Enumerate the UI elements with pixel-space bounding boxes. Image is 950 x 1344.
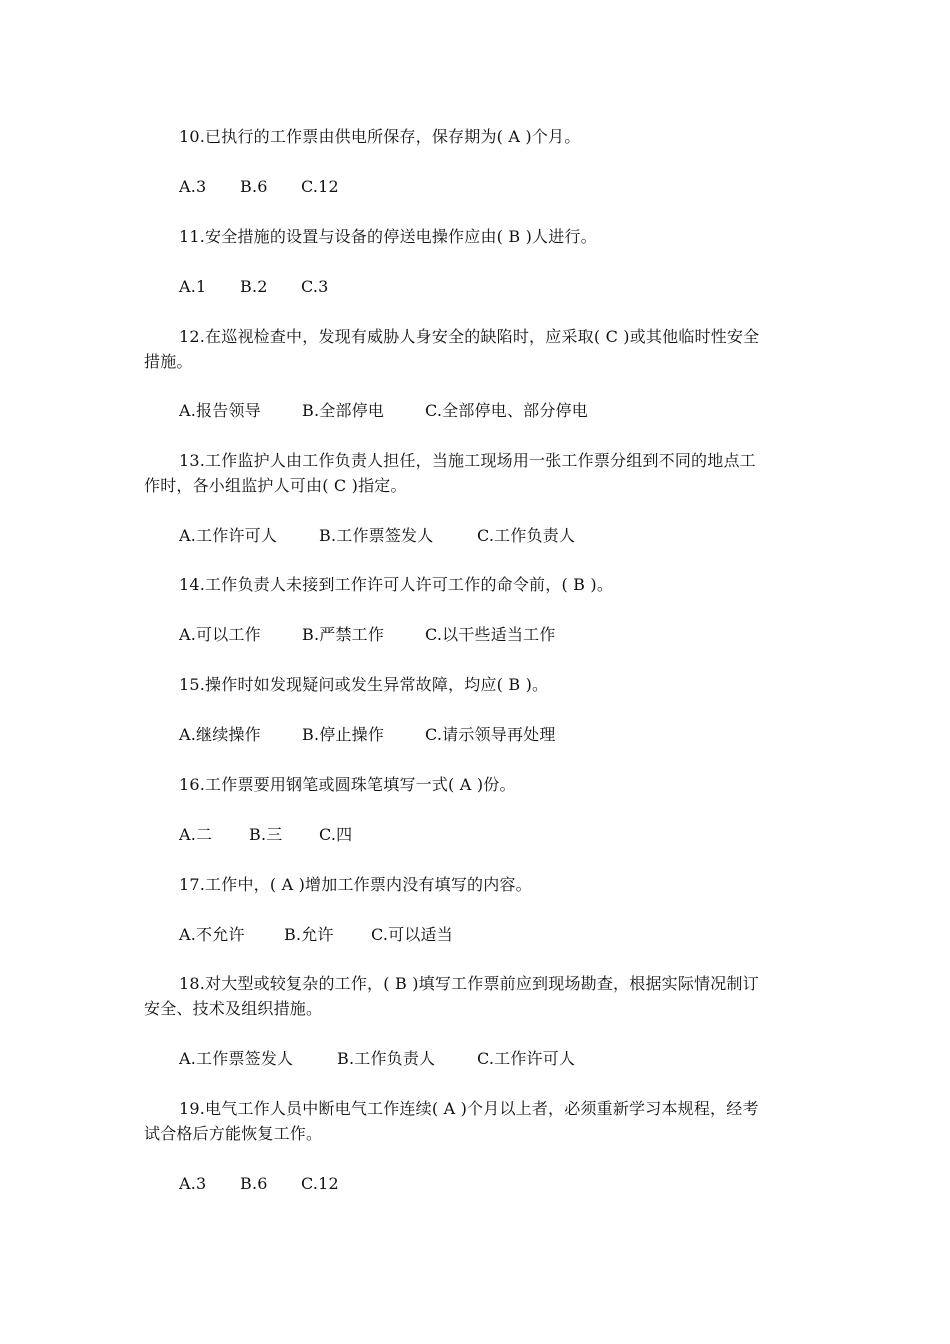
option-c: C.全部停电、部分停电: [425, 401, 588, 420]
question-18-options: [179, 1046, 575, 1071]
option-b: B.6: [240, 1174, 268, 1193]
option-b: B.6: [240, 177, 268, 196]
option-b: B.全部停电: [302, 401, 385, 420]
option-c: C.四: [319, 825, 353, 844]
option-a: A.不允许: [179, 925, 245, 944]
option-a: A.继续操作: [179, 725, 261, 744]
question-13-options: [179, 523, 575, 548]
option-b: B.停止操作: [302, 725, 385, 744]
question-13-text: 13.工作监护人由工作负责人担任，当施工现场用一张工作票分组到不同的地点工: [179, 451, 756, 470]
option-a: A.工作票签发人: [179, 1049, 294, 1068]
option-a: A.1: [179, 277, 207, 296]
question-12-text-continued: 措施。: [144, 352, 193, 371]
option-c: C.工作负责人: [477, 526, 576, 545]
option-b: B.工作票签发人: [319, 526, 434, 545]
option-b: B.工作负责人: [337, 1049, 436, 1068]
question-11-text: 11.安全措施的设置与设备的停送电操作应由( B )人进行。: [179, 227, 597, 246]
option-a: A.二: [179, 825, 213, 844]
option-c: C.可以适当: [371, 925, 453, 944]
option-c: C.12: [301, 177, 339, 196]
option-a: A.3: [179, 1174, 207, 1193]
option-a: A.工作许可人: [179, 526, 278, 545]
question-19-text-continued: 试合格后方能恢复工作。: [144, 1124, 323, 1143]
option-a: A.3: [179, 177, 207, 196]
option-c: C.工作许可人: [477, 1049, 576, 1068]
option-c: C.12: [301, 1174, 339, 1193]
option-a: A.可以工作: [179, 625, 261, 644]
question-10-text: 10.已执行的工作票由供电所保存，保存期为( A )个月。: [179, 127, 581, 146]
option-b: B.允许: [284, 925, 334, 944]
question-15-text: 15.操作时如发现疑问或发生异常故障，均应( B )。: [179, 675, 549, 694]
option-b: B.2: [240, 277, 268, 296]
option-b: B.严禁工作: [302, 625, 385, 644]
question-19-options: [179, 1171, 339, 1196]
option-b: B.三: [249, 825, 283, 844]
question-18-text: 18.对大型或较复杂的工作，( B )填写工作票前应到现场勘查，根据实际情况制订: [179, 974, 759, 993]
question-17-options: [179, 922, 453, 947]
question-19-text: 19.电气工作人员中断电气工作连续( A )个月以上者，必须重新学习本规程，经考: [179, 1099, 759, 1118]
question-13-text-continued: 作时，各小组监护人可由( C )指定。: [144, 476, 407, 495]
question-14-text: 14.工作负责人未接到工作许可人许可工作的命令前，( B )。: [179, 575, 614, 594]
option-c: C.请示领导再处理: [425, 725, 556, 744]
question-14-options: [179, 622, 556, 647]
option-c: C.以干些适当工作: [425, 625, 556, 644]
option-c: C.3: [301, 277, 329, 296]
question-17-text: 17.工作中，( A )增加工作票内没有填写的内容。: [179, 875, 532, 894]
question-15-options: [179, 722, 556, 747]
option-a: A.报告领导: [179, 401, 261, 420]
question-12-text: 12.在巡视检查中，发现有威胁人身安全的缺陷时，应采取( C )或其他临时性安全: [179, 327, 760, 346]
question-11-options: [179, 274, 329, 299]
question-12-options: [179, 398, 588, 423]
question-16-text: 16.工作票要用钢笔或圆珠笔填写一式( A )份。: [179, 775, 516, 794]
question-18-text-continued: 安全、技术及组织措施。: [144, 999, 323, 1018]
question-10-options: [179, 174, 339, 199]
question-16-options: [179, 822, 352, 847]
